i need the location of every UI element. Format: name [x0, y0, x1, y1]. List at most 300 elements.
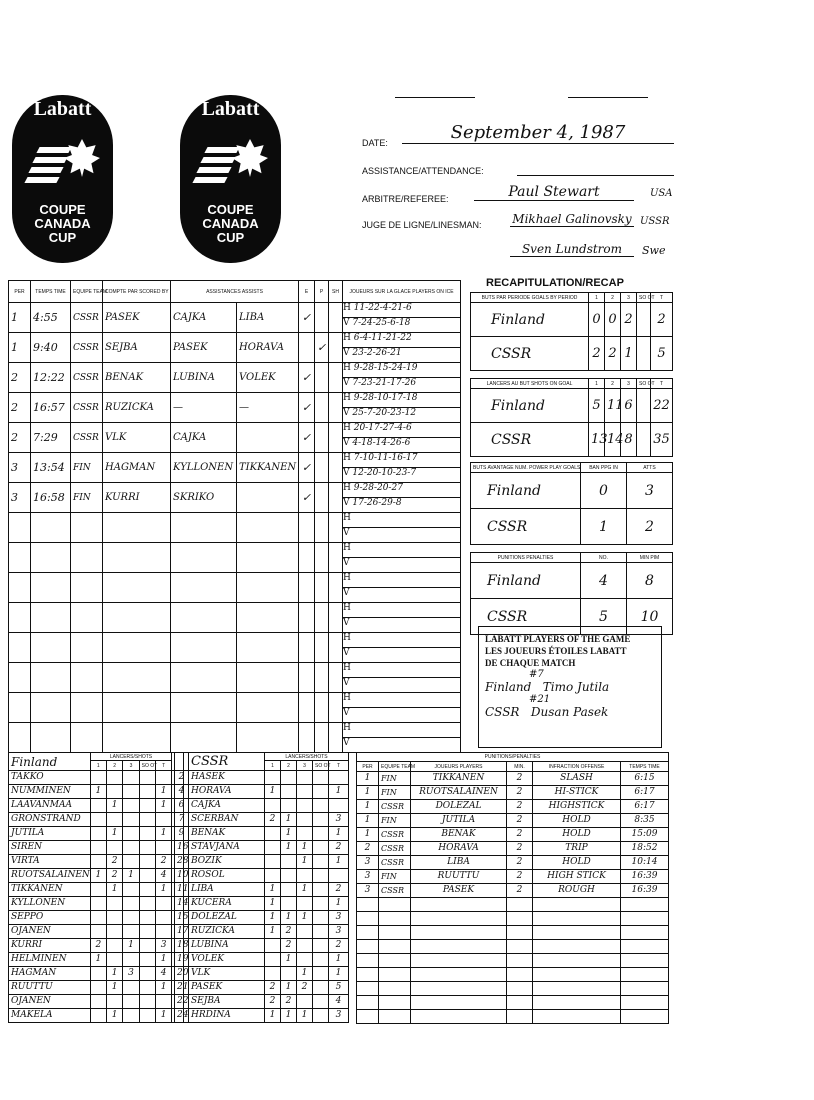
goal-assist1 [171, 663, 237, 693]
goal-assist1: PASEK [171, 333, 237, 363]
home-label: H [343, 603, 351, 613]
shot-value [90, 995, 106, 1009]
goal-row [9, 333, 461, 363]
penalty-minutes [507, 912, 533, 926]
shot-value: 2 [90, 939, 106, 953]
goal-pp [315, 723, 329, 753]
penalty-minutes: 2 [507, 842, 533, 856]
shot-value: 5 [329, 981, 349, 995]
penalty-time: 18:52 [621, 842, 669, 856]
penalty-minutes [507, 926, 533, 940]
date-label: DATE: [362, 138, 388, 148]
pog-cssr-team: CSSR [485, 705, 520, 719]
goal-assist1 [171, 513, 237, 543]
shot-value: 4 [155, 869, 171, 883]
visitor-label: V [343, 588, 350, 598]
recap-pp-row [471, 509, 673, 545]
penalty-offense: ROUGH [533, 884, 621, 898]
shot-value: 1 [329, 953, 349, 967]
player-name: VIRTA [9, 855, 91, 869]
shot-value [123, 827, 139, 841]
penalty-time [621, 898, 669, 912]
goals-hdr-time: TEMPS TIME [31, 281, 71, 303]
roster-cssr-row [175, 771, 349, 785]
penalty-period [357, 912, 379, 926]
pog-fin-name: Timo Jutila [542, 680, 610, 694]
goal-assist2: HORAVA [237, 333, 299, 363]
goal-team [71, 513, 103, 543]
shot-value [139, 995, 155, 1009]
goal-team [71, 723, 103, 753]
recap-value-b: 2 [627, 509, 673, 545]
pog-line3: DE CHAQUE MATCH [485, 658, 576, 668]
player-number: 20 [175, 967, 189, 981]
goal-assist1 [171, 573, 237, 603]
goals-hdr-sh: SH [329, 281, 343, 303]
goal-pp [315, 573, 329, 603]
shot-value [281, 967, 297, 981]
player-name: LAAVANMAA [9, 799, 91, 813]
goal-team: FIN [71, 483, 103, 513]
recap-shots-hdr: LANCERS AU BUT SHOTS ON GOAL [471, 379, 589, 389]
player-name: MAKELA [9, 1009, 91, 1023]
penalties-title: PUNITIONS/PENALTIES [357, 753, 669, 762]
goal-period: 2 [9, 363, 31, 393]
pen-hdr-player: JOUEURS PLAYERS [411, 762, 507, 772]
shot-value [297, 869, 313, 883]
player-number: 17 [175, 925, 189, 939]
shot-value [265, 841, 281, 855]
goal-team: CSSR [71, 303, 103, 333]
penalty-row [357, 912, 669, 926]
home-label: H [343, 483, 351, 493]
shot-value [313, 827, 329, 841]
recap-shots-table [470, 378, 673, 457]
penalty-team: CSSR [379, 884, 411, 898]
shot-value [90, 813, 106, 827]
home-players: 9-28-10-17-18 [350, 393, 418, 403]
player-number: 21 [175, 981, 189, 995]
shot-value [265, 855, 281, 869]
shot-value: 2 [281, 925, 297, 939]
shot-value [313, 925, 329, 939]
shot-value: 2 [155, 855, 171, 869]
roster-fin-col: 3 [123, 761, 139, 771]
recap-period-value: 1 [621, 337, 637, 371]
home-players: 20-17-27-4-6 [350, 423, 412, 433]
penalty-team: FIN [379, 870, 411, 884]
shot-value: 1 [106, 967, 122, 981]
goal-pp [315, 603, 329, 633]
player-name: BOZIK [189, 855, 265, 869]
recap-shots-row [471, 389, 673, 423]
penalty-period [357, 1010, 379, 1024]
goals-hdr-players: JOUEURS SUR LA GLACE PLAYERS ON ICE [343, 281, 461, 303]
roster-finland [8, 752, 184, 1023]
penalty-player: DOLEZAL [411, 800, 507, 814]
penalty-period: 1 [357, 814, 379, 828]
penalty-period [357, 968, 379, 982]
player-name: RUZICKA [189, 925, 265, 939]
visitor-players: 17-26-29-8 [349, 498, 402, 508]
roster-cssr-row [175, 813, 349, 827]
linesman-country: USSR [640, 216, 670, 227]
visitor-label: V [343, 558, 350, 568]
penalty-team [379, 968, 411, 982]
player-name: TIKKANEN [9, 883, 91, 897]
penalty-time: 6:15 [621, 772, 669, 786]
shot-value [281, 785, 297, 799]
shot-value: 1 [155, 981, 171, 995]
shot-value [139, 967, 155, 981]
penalty-player [411, 926, 507, 940]
goal-team [71, 573, 103, 603]
shot-value [106, 995, 122, 1009]
penalty-minutes [507, 954, 533, 968]
goal-even [299, 333, 315, 363]
penalty-minutes: 2 [507, 786, 533, 800]
goal-time: 9:40 [31, 333, 71, 363]
shot-value [139, 771, 155, 785]
home-players: 9-28-20-27 [350, 483, 403, 493]
player-number: 19 [175, 953, 189, 967]
goal-players-on-ice [343, 543, 461, 573]
player-name: KUCERA [189, 897, 265, 911]
goal-row [9, 543, 461, 573]
header-info [362, 122, 674, 264]
shot-value [106, 771, 122, 785]
penalty-minutes: 2 [507, 870, 533, 884]
penalty-minutes: 2 [507, 814, 533, 828]
shot-value: 2 [329, 841, 349, 855]
goal-players-on-ice [343, 363, 461, 393]
recap-col-3: 3 [621, 379, 637, 389]
shot-value [123, 813, 139, 827]
goal-team: CSSR [71, 423, 103, 453]
goal-row [9, 423, 461, 453]
goal-assist2 [237, 543, 299, 573]
player-name: SEJBA [189, 995, 265, 1009]
linesman2-value: Sven Lundstrom [510, 242, 634, 257]
logo-brand: Labatt [201, 98, 260, 120]
penalty-offense [533, 1010, 621, 1024]
shot-value [139, 925, 155, 939]
shot-value [313, 813, 329, 827]
shot-value [313, 869, 329, 883]
shot-value [123, 785, 139, 799]
goal-assist2 [237, 573, 299, 603]
penalty-row [357, 814, 669, 828]
goal-scorer: SEJBA [103, 333, 171, 363]
attendance-label: ASSISTANCE/ATTENDANCE: [362, 166, 484, 176]
penalty-period: 1 [357, 800, 379, 814]
roster-fin-col: T [155, 761, 171, 771]
shot-value [139, 897, 155, 911]
penalty-player: BENAK [411, 828, 507, 842]
shot-value [90, 981, 106, 995]
roster-cssr-col: 2 [281, 761, 297, 771]
shot-value [329, 771, 349, 785]
goal-even [299, 693, 315, 723]
goal-assist2 [237, 513, 299, 543]
shot-value: 1 [106, 883, 122, 897]
player-name: SIREN [9, 841, 91, 855]
roster-fin-row [9, 953, 184, 967]
shot-value: 1 [265, 897, 281, 911]
shot-value: 1 [106, 827, 122, 841]
roster-fin-row [9, 911, 184, 925]
goal-even [299, 573, 315, 603]
shot-value: 2 [297, 981, 313, 995]
penalty-row [357, 954, 669, 968]
penalty-offense [533, 912, 621, 926]
penalty-period: 1 [357, 772, 379, 786]
penalty-minutes [507, 898, 533, 912]
goal-period [9, 633, 31, 663]
home-label: H [343, 723, 351, 733]
shot-value [297, 785, 313, 799]
goal-scorer: VLK [103, 423, 171, 453]
goals-hdr-per: PER [9, 281, 31, 303]
home-label: H [343, 423, 351, 433]
goal-time: 13:54 [31, 453, 71, 483]
recap-pp-c2: ATTS [627, 463, 673, 473]
player-name: DOLEZAL [189, 911, 265, 925]
recap-pp-table [470, 462, 673, 545]
home-label: H [343, 663, 351, 673]
recap-pen-c2: MIN PIM [627, 553, 673, 563]
shot-value [123, 981, 139, 995]
pog-line1: LABATT PLAYERS OF THE GAME [485, 634, 631, 644]
shot-value [265, 953, 281, 967]
penalty-time [621, 968, 669, 982]
shot-value [281, 771, 297, 785]
recap-team: Finland [471, 303, 589, 337]
roster-fin-row [9, 869, 184, 883]
recap-pen-hdr: PUNITIONS PENALTIES [471, 553, 581, 563]
goal-pp [315, 453, 329, 483]
penalty-minutes: 2 [507, 800, 533, 814]
shot-value [139, 785, 155, 799]
goal-sh [329, 483, 343, 513]
goal-period [9, 513, 31, 543]
shot-value [155, 771, 171, 785]
player-number: 7 [175, 813, 189, 827]
player-name: ROSOL [189, 869, 265, 883]
penalty-time [621, 940, 669, 954]
roster-fin-row [9, 897, 184, 911]
shot-value [281, 869, 297, 883]
player-number: 18 [175, 939, 189, 953]
shot-value: 1 [106, 799, 122, 813]
goal-scorer [103, 633, 171, 663]
penalty-player [411, 912, 507, 926]
recap-period-value [637, 423, 651, 457]
recap-team: CSSR [471, 599, 581, 635]
roster-cssr-row [175, 841, 349, 855]
shot-value [123, 1009, 139, 1023]
shot-value: 1 [281, 827, 297, 841]
shot-value [123, 855, 139, 869]
pen-hdr-team: EQUIPE TEAM [379, 762, 411, 772]
roster-cssr-row [175, 799, 349, 813]
goal-assist1 [171, 633, 237, 663]
penalty-player: LIBA [411, 856, 507, 870]
goal-row [9, 513, 461, 543]
shot-value [90, 841, 106, 855]
penalty-team [379, 926, 411, 940]
recap-value-a: 1 [581, 509, 627, 545]
goal-period: 2 [9, 393, 31, 423]
goal-time [31, 513, 71, 543]
goal-period: 3 [9, 483, 31, 513]
penalty-period [357, 954, 379, 968]
roster-cssr [174, 752, 349, 1023]
recap-pp-hdr: BUTS AVANTAGE NUM. POWER PLAY GOALS [471, 463, 581, 473]
home-players: 11-22-4-21-6 [350, 303, 412, 313]
recap-period-value: 6 [621, 389, 637, 423]
goal-row [9, 483, 461, 513]
penalty-period [357, 898, 379, 912]
goal-even [299, 603, 315, 633]
penalty-player [411, 954, 507, 968]
goal-time [31, 543, 71, 573]
visitor-players: 7-24-25-6-18 [349, 318, 411, 328]
recap-col-ot: SO OT [637, 293, 651, 303]
goal-even: ✓ [299, 393, 315, 423]
penalty-team: CSSR [379, 856, 411, 870]
shot-value [139, 799, 155, 813]
penalties-table [356, 752, 669, 1024]
goal-players-on-ice [343, 633, 461, 663]
shot-value [313, 995, 329, 1009]
shot-value [123, 953, 139, 967]
shot-value [155, 841, 171, 855]
penalty-time: 16:39 [621, 884, 669, 898]
pog-cssr-name: Dusan Pasek [530, 705, 609, 719]
roster-fin-row [9, 883, 184, 897]
goal-players-on-ice [343, 723, 461, 753]
recap-value-a: 5 [581, 599, 627, 635]
shot-value: 4 [155, 967, 171, 981]
penalty-offense [533, 954, 621, 968]
recap-period-value: 0 [605, 303, 621, 337]
shot-value: 1 [329, 785, 349, 799]
shot-value: 2 [106, 855, 122, 869]
goal-scorer [103, 573, 171, 603]
goal-players-on-ice [343, 513, 461, 543]
goal-assist1 [171, 723, 237, 753]
penalty-minutes: 2 [507, 828, 533, 842]
shot-value: 3 [123, 967, 139, 981]
shot-value: 1 [297, 883, 313, 897]
visitor-label: V [343, 348, 350, 358]
penalty-player: RUUTTU [411, 870, 507, 884]
goal-period: 1 [9, 303, 31, 333]
penalty-player [411, 1010, 507, 1024]
roster-cssr-row [175, 967, 349, 981]
home-label: H [343, 453, 351, 463]
goal-players-on-ice [343, 453, 461, 483]
goal-scorer [103, 603, 171, 633]
player-name: HASEK [189, 771, 265, 785]
goal-period: 2 [9, 423, 31, 453]
goal-assist2 [237, 423, 299, 453]
penalty-offense [533, 982, 621, 996]
penalty-offense: HOLD [533, 814, 621, 828]
goal-assist1: CAJKA [171, 303, 237, 333]
player-name: OJANEN [9, 995, 91, 1009]
goal-sh [329, 363, 343, 393]
goal-sh [329, 663, 343, 693]
penalty-offense [533, 940, 621, 954]
shot-value [313, 911, 329, 925]
goal-players-on-ice [343, 423, 461, 453]
shot-value [123, 911, 139, 925]
visitor-label: V [343, 738, 350, 748]
goal-pp: ✓ [315, 333, 329, 363]
pog-fin-team: Finland [485, 680, 532, 694]
shot-value [297, 925, 313, 939]
roster-cssr-row [175, 827, 349, 841]
shot-value [297, 799, 313, 813]
penalty-row [357, 898, 669, 912]
penalty-minutes: 2 [507, 884, 533, 898]
shot-value [265, 967, 281, 981]
player-name: OJANEN [9, 925, 91, 939]
shot-value: 1 [90, 869, 106, 883]
shot-value: 1 [265, 911, 281, 925]
player-number: 22 [175, 995, 189, 1009]
penalty-team: CSSR [379, 842, 411, 856]
recap-goals-row [471, 337, 673, 371]
shot-value [106, 925, 122, 939]
penalty-offense [533, 926, 621, 940]
recap-value-a: 0 [581, 473, 627, 509]
shot-value: 1 [329, 827, 349, 841]
goal-pp [315, 513, 329, 543]
player-name: RUOTSALAINEN [9, 869, 91, 883]
referee-label: ARBITRE/REFEREE: [362, 194, 449, 204]
recap-team: Finland [471, 563, 581, 599]
penalty-row [357, 982, 669, 996]
penalty-player: HORAVA [411, 842, 507, 856]
pog-line2: LES JOUEURS ÉTOILES LABATT [485, 646, 627, 656]
shot-value [281, 855, 297, 869]
goal-pp [315, 483, 329, 513]
goal-even [299, 663, 315, 693]
shot-value [123, 841, 139, 855]
recap-period-value [637, 337, 651, 371]
shot-value [313, 953, 329, 967]
home-label: H [343, 543, 351, 553]
penalty-period [357, 982, 379, 996]
shot-value [106, 911, 122, 925]
goal-sh [329, 723, 343, 753]
penalty-player [411, 968, 507, 982]
penalty-offense [533, 898, 621, 912]
goal-period: 1 [9, 333, 31, 363]
visitor-label: V [343, 468, 350, 478]
goal-even [299, 633, 315, 663]
shot-value [139, 953, 155, 967]
goal-assist2: VOLEK [237, 363, 299, 393]
goal-even [299, 513, 315, 543]
goals-table [8, 280, 461, 753]
shot-value [90, 883, 106, 897]
player-name: VLK [189, 967, 265, 981]
logo-cup-line1: COUPE [207, 202, 254, 217]
